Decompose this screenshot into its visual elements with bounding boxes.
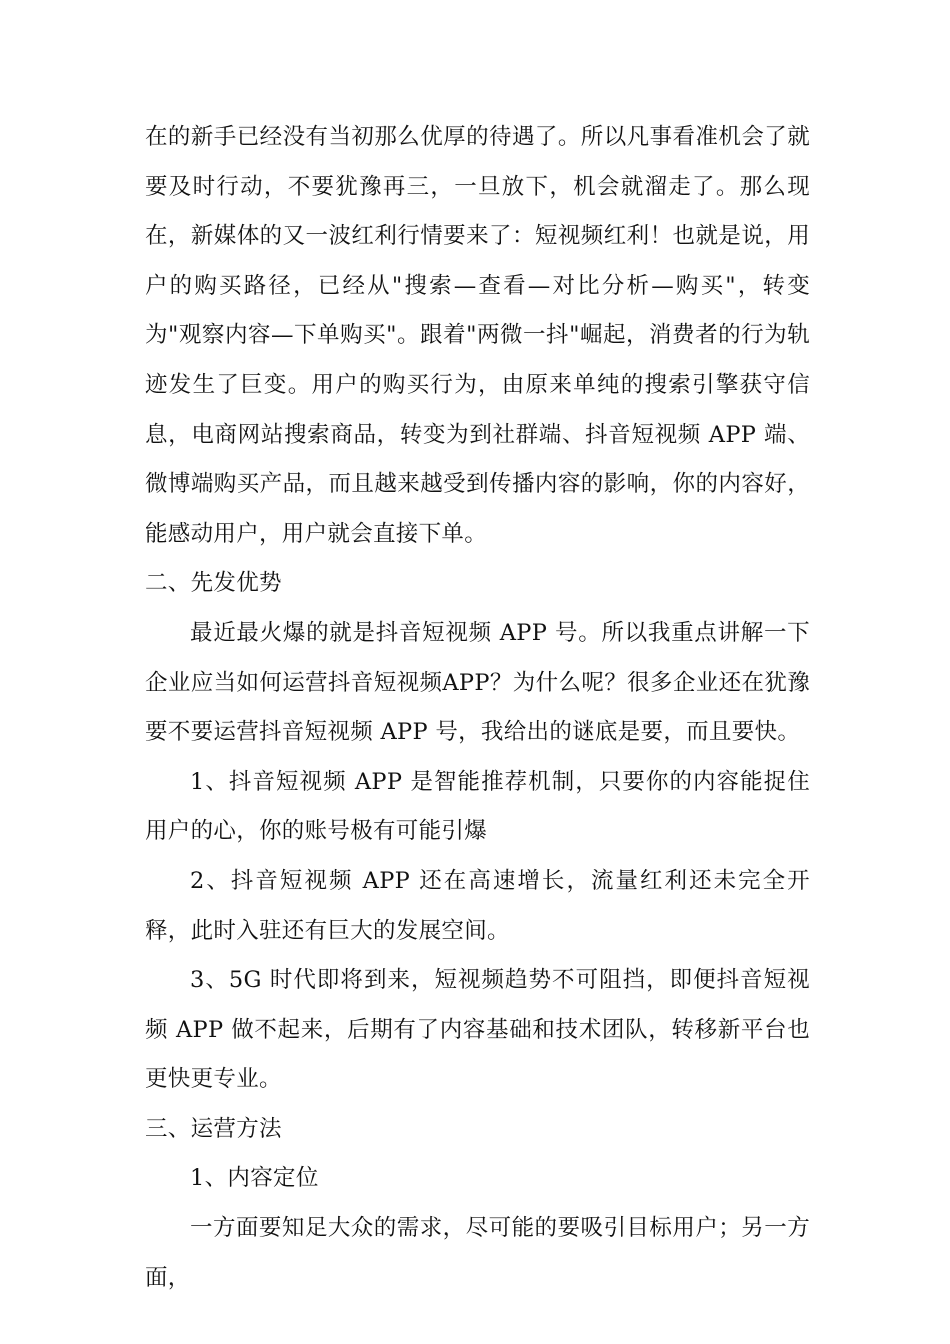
paragraph-why-douyin: 最近最火爆的就是抖音短视频 APP 号。所以我重点讲解一下企业应当如何运营抖音短视频APP？为什么呢？很多企业还在犹豫要不要运营抖音短视频 APP 号，我给出的谜底是要，而且要快。 <box>145 619 810 746</box>
subheading-content-positioning: 1、内容定位 <box>190 1165 319 1192</box>
document-body <box>145 113 810 1303</box>
paragraph-intro: 在的新手已经没有当初那么优厚的待遇了。所以凡事看准机会了就要及时行动，不要犹豫再三，一旦放下，机会就溜走了。那么现在，新媒体的又一波红利行情要来了：短视频红利！也就是说，用户的购买路径，已经从"搜索—查看—对比分析—购买"，转变为"观察内容—下单购买"。跟着"两微一抖"崛起，消费者的行为轨迹发生了巨变。用户的购买行为，由原来单纯的搜索引擎获守信息，电商网站搜索商品，转变为到社群端、抖音短视频 APP 端、微博端购买产品，而且越来越受到传播内容的影响，你的内容好，能感动用户，用户就会直接下单。 <box>145 124 810 547</box>
list-item-point-3: 3、5G 时代即将到来，短视频趋势不可阻挡，即便抖音短视频 APP 做不起来，后期有了内容基础和技术团队，转移新平台也更快更专业。 <box>145 967 810 1093</box>
list-item-point-2: 2、抖音短视频 APP 还在高速增长，流量红利还未完全开释，此时入驻还有巨大的发展空间。 <box>145 867 810 944</box>
section-heading-first-mover-advantage: 二、先发优势 <box>145 570 282 597</box>
list-item-point-1: 1、抖音短视频 APP 是智能推荐机制，只要你的内容能捉住用户的心，你的账号极有可能引爆 <box>145 768 810 845</box>
section-heading-operation-methods: 三、运营方法 <box>145 1115 282 1142</box>
paragraph-content-positioning: 一方面要知足大众的需求，尽可能的要吸引目标用户；另一方面， <box>145 1215 810 1291</box>
